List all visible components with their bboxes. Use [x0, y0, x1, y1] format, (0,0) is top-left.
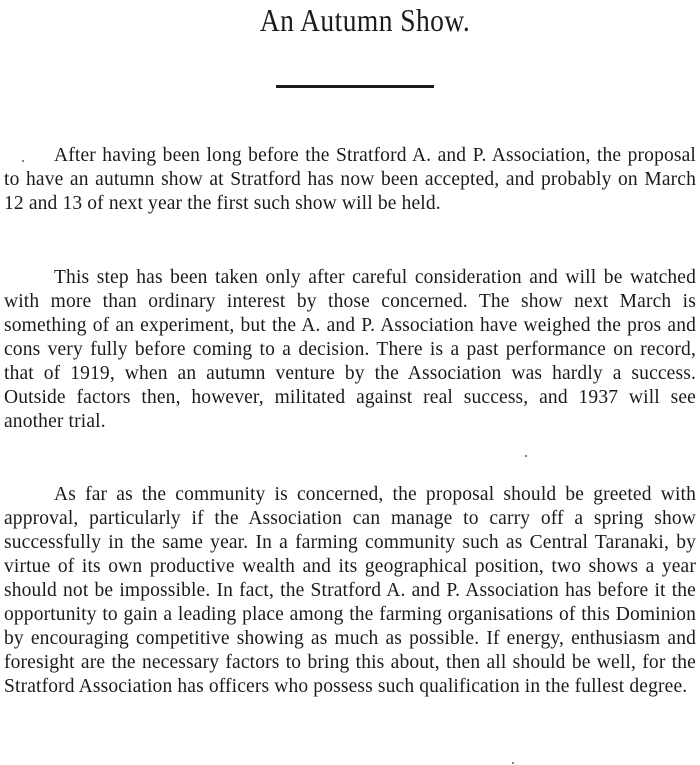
paragraph-1: After having been long before the Stratford A. and P. Association, the proposal to have an autumn show at Stratford has now been accepted, and probably on March 12 and 13 of next year the first such show will be held.: [4, 145, 696, 214]
article-title: An Autumn Show.: [259, 2, 471, 38]
print-speck: [22, 160, 24, 162]
title-divider: [276, 85, 434, 88]
paragraph-2: This step has been taken only after careful consideration and will be watched with more than ordinary interest by those concerned. The show next March is something of an experiment, but the A. and P. Association have weighed the pros and cons very fully before coming to a decision. There is a past performance on record, that of 1919, when an autumn venture by the Association was hardly a success. Outside factors then, however, militated against real success, and 1937 will see another trial.: [4, 267, 696, 432]
print-speck: [525, 455, 527, 457]
paragraph-3: As far as the community is concerned, the proposal should be greeted with approval, particularly if the Association can manage to carry off a spring show successfully in the same year. In a farming community such as Central Taranaki, by virtue of its own productive wealth and its geographical position, two shows a year should not be impossible. In fact, the Stratford A. and P. Association has before it the opportunity to gain a leading place among the farming organisations of this Dominion by encouraging competitive showing as much as possible. If energy, enthusiasm and foresight are the necessary factors to bring this about, then all should be well, for the Stratford Association has officers who possess such qualification in the fullest degree.: [4, 484, 696, 697]
print-speck: [512, 762, 514, 764]
